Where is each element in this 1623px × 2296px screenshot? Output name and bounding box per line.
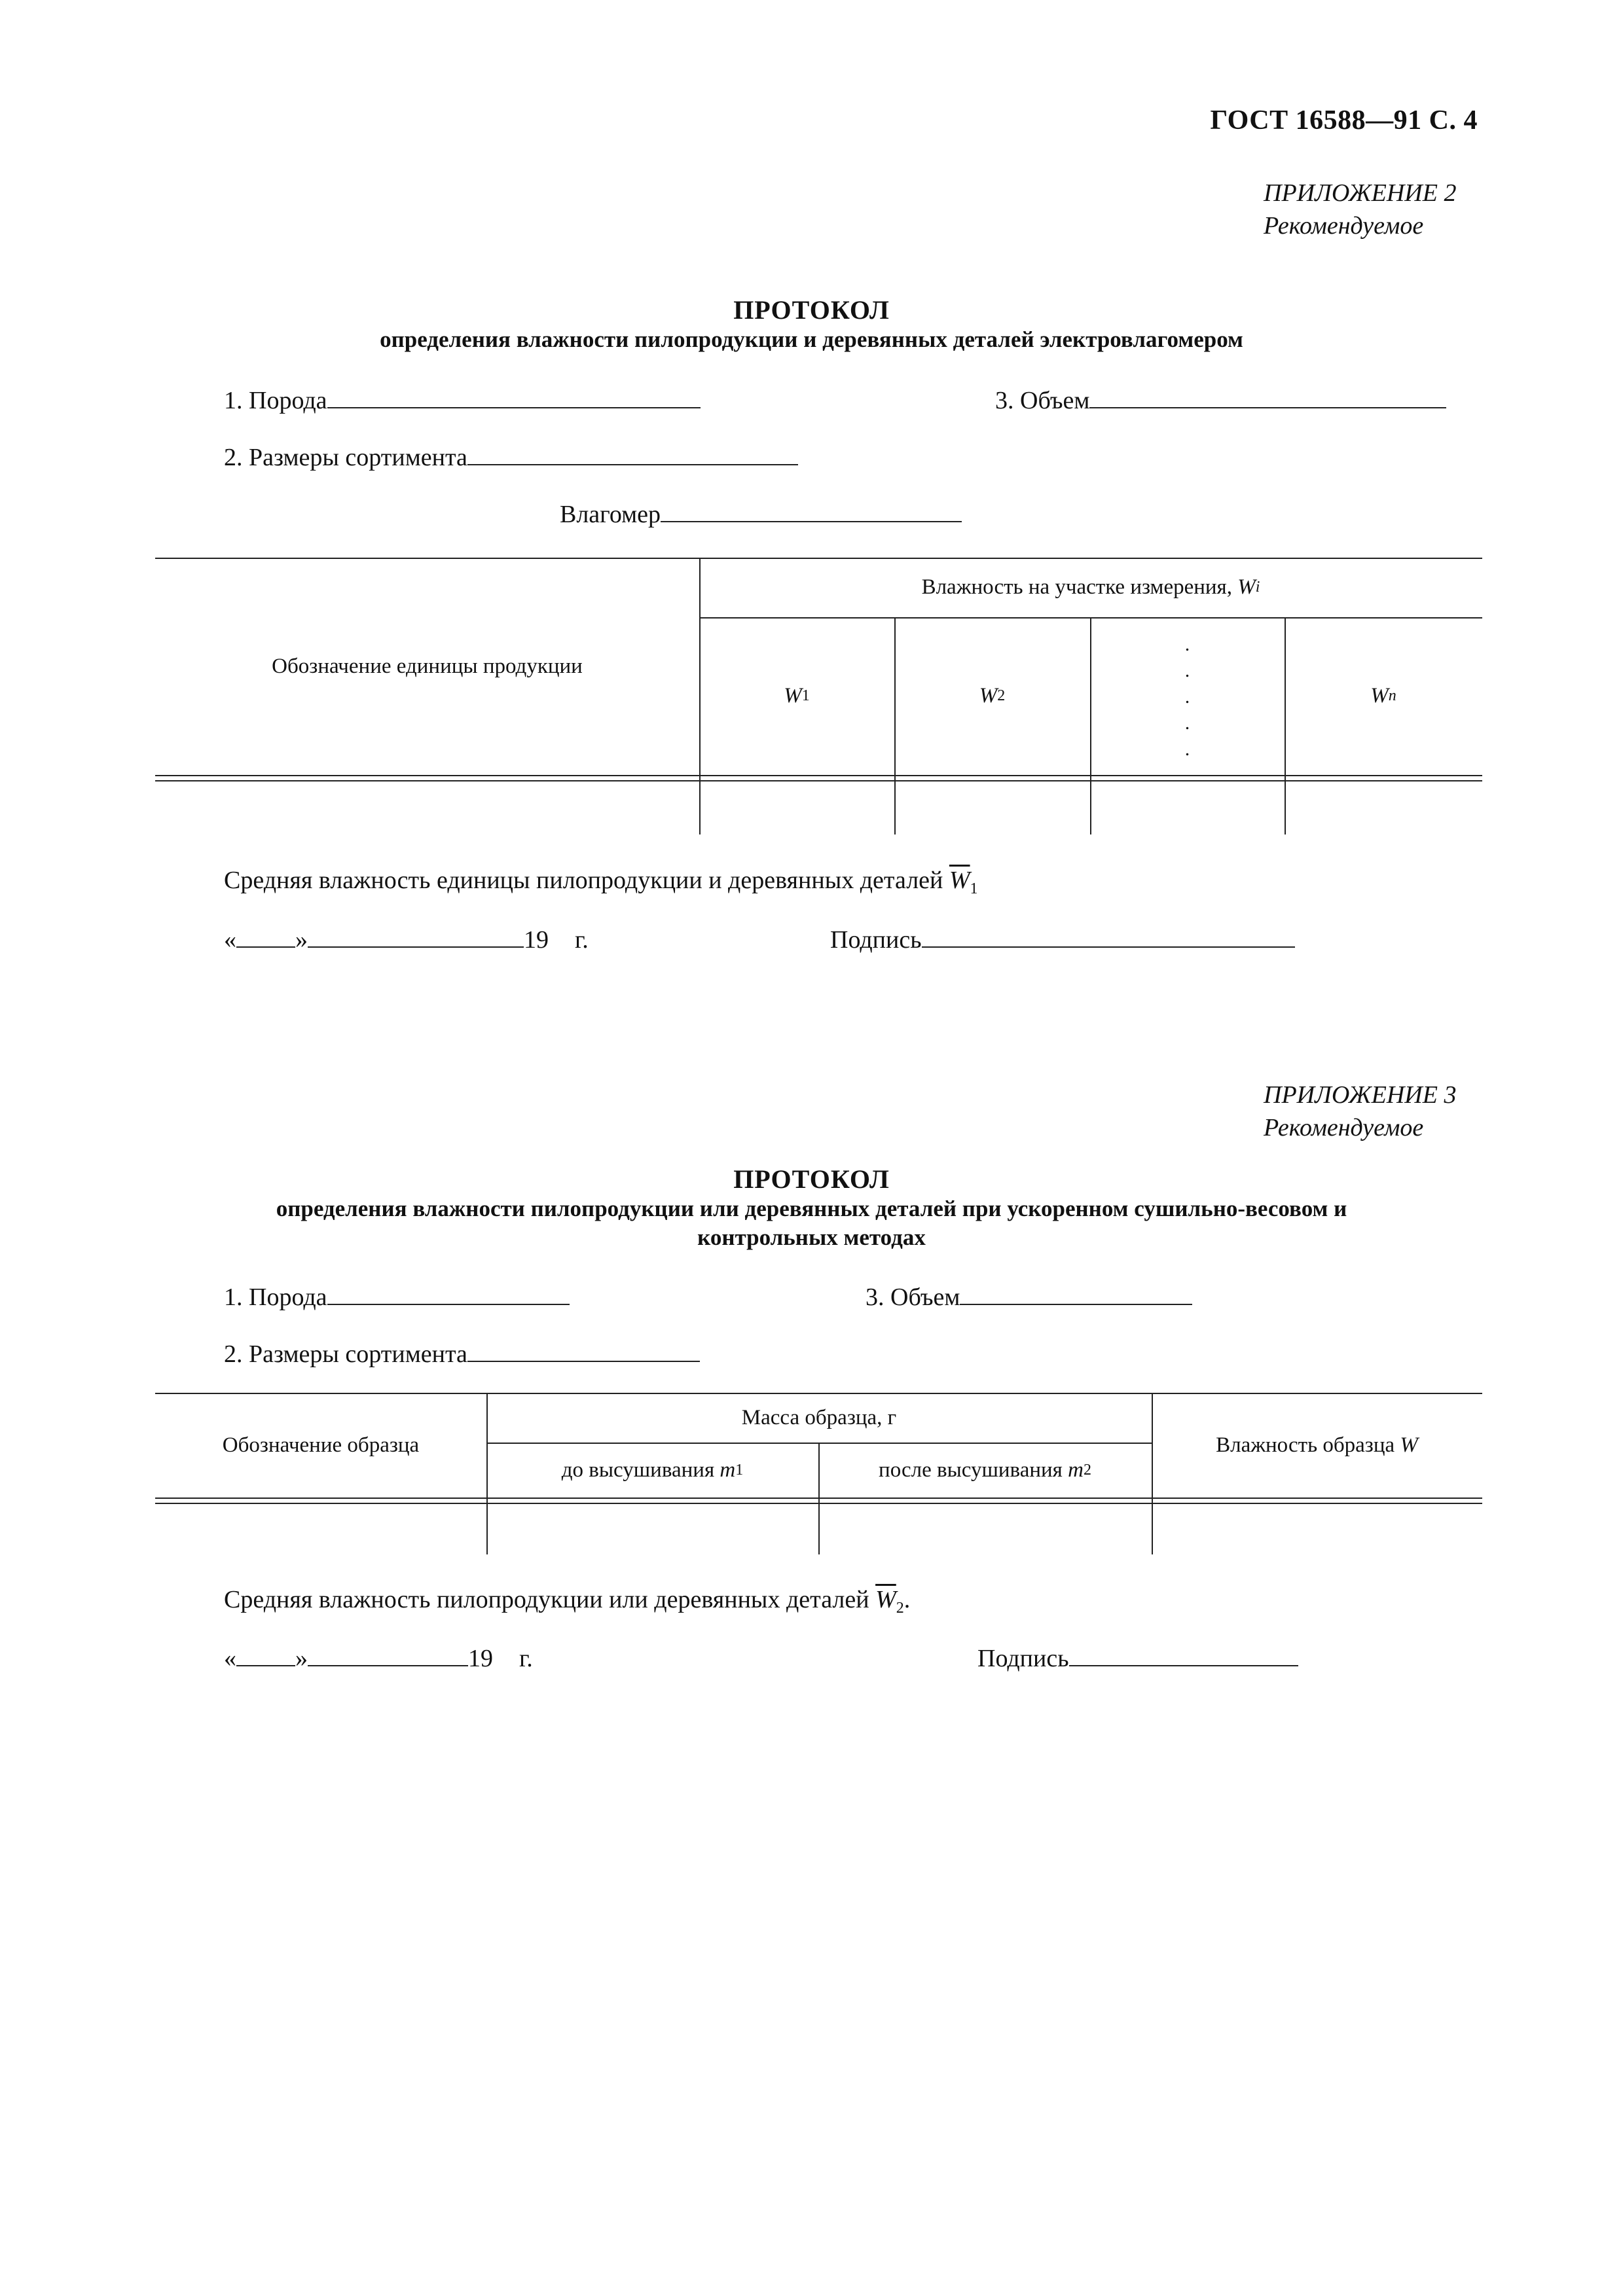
table-2-col-last-header xyxy=(1152,1393,1482,1498)
field-vlagomer-label: Влагомер xyxy=(560,501,661,528)
table-1-col-w1 xyxy=(699,617,894,775)
table-1-col-ellipsis: . . . . . xyxy=(1184,634,1190,760)
date-1-suffix: г. xyxy=(575,926,589,954)
table-1-col-w2-sub: 2 xyxy=(997,687,1006,704)
table-1-col-wn-sub: n xyxy=(1388,687,1396,704)
table-2-col-last-var: W xyxy=(1400,1433,1418,1457)
signature-1 xyxy=(830,924,1295,954)
field-vlagomer xyxy=(560,499,962,529)
date-1 xyxy=(224,924,589,954)
table-2-group-header: Масса образца, г xyxy=(741,1405,897,1429)
appendix-3-label xyxy=(1264,1079,1456,1144)
date-2-close: » xyxy=(295,1645,308,1672)
field-razmery-2 xyxy=(224,1338,700,1369)
table-1-col-wn xyxy=(1285,617,1482,775)
average-2 xyxy=(224,1585,910,1617)
appendix-2-title: ПРИЛОЖЕНИЕ 2 xyxy=(1264,179,1457,207)
field-razmery-2-input[interactable] xyxy=(467,1338,700,1362)
date-1-close: » xyxy=(295,926,308,954)
signature-2-label: Подпись xyxy=(977,1645,1069,1672)
table-1-body-cell-4[interactable] xyxy=(1090,781,1285,834)
table-2-subcol-before-text: до высушивания xyxy=(561,1458,715,1482)
table-1-col-w1-var: W xyxy=(784,684,802,708)
signature-2 xyxy=(977,1643,1298,1673)
field-poroda-1-input[interactable] xyxy=(327,385,701,408)
table-1-group-sub: i xyxy=(1255,579,1260,596)
field-poroda-2 xyxy=(224,1282,570,1312)
date-2-open: « xyxy=(224,1645,236,1672)
field-obem-1 xyxy=(995,385,1446,415)
date-2-month-input[interactable] xyxy=(308,1643,468,1666)
signature-2-input[interactable] xyxy=(1069,1643,1298,1666)
table-2-col1-header: Обозначение образца xyxy=(222,1433,420,1457)
table-2-subcol-before xyxy=(486,1443,818,1498)
date-2 xyxy=(224,1643,533,1673)
table-1-col-w2 xyxy=(894,617,1090,775)
protocol-1-title: ПРОТОКОЛ xyxy=(733,295,890,325)
field-obem-2-input[interactable] xyxy=(960,1282,1192,1305)
document-header: ГОСТ 16588—91 С. 4 xyxy=(1210,105,1478,135)
appendix-3-title: ПРИЛОЖЕНИЕ 3 xyxy=(1264,1081,1457,1109)
table-2-subcol-after-text: после высушивания xyxy=(879,1458,1063,1482)
table-2-body-cell-4[interactable] xyxy=(1152,1504,1482,1554)
protocol-2-subtitle-line1: определения влажности пилопродукции или деревянных деталей при ускоренном сушильно-весовом и xyxy=(276,1196,1347,1221)
date-1-year: 19 xyxy=(524,926,549,954)
table-2-col-last-text: Влажность образца xyxy=(1216,1433,1395,1457)
average-2-end: . xyxy=(903,1586,911,1613)
average-1-var: $\overline{W}$ xyxy=(949,867,970,894)
table-1-body-cell-2[interactable] xyxy=(699,781,894,834)
table-2-body-cell-2[interactable] xyxy=(486,1504,818,1554)
average-1-text: Средняя влажность единицы пилопродукции и деревянных деталей xyxy=(224,867,943,894)
field-obem-2-label: 3. Объем xyxy=(866,1283,960,1311)
date-1-month-input[interactable] xyxy=(308,924,524,948)
appendix-3-status: Рекомендуемое xyxy=(1264,1114,1424,1141)
table-1-col-wn-var: W xyxy=(1370,684,1389,708)
field-poroda-2-label: 1. Порода xyxy=(224,1283,327,1311)
average-1 xyxy=(224,866,978,898)
field-poroda-1-label: 1. Порода xyxy=(224,387,327,414)
table-2-subcol-after-var: m xyxy=(1068,1458,1084,1482)
table-1-group-header xyxy=(699,558,1482,617)
appendix-2-status: Рекомендуемое xyxy=(1264,212,1424,240)
field-obem-2 xyxy=(866,1282,1192,1312)
protocol-1-heading xyxy=(0,295,1623,354)
field-razmery-1-label: 2. Размеры сортимента xyxy=(224,444,467,471)
field-vlagomer-input[interactable] xyxy=(661,499,962,522)
table-2-subcol-after-sub: 2 xyxy=(1083,1461,1091,1479)
field-razmery-1-input[interactable] xyxy=(467,442,798,465)
signature-1-label: Подпись xyxy=(830,926,922,954)
field-obem-1-input[interactable] xyxy=(1089,385,1446,408)
field-razmery-1 xyxy=(224,442,798,472)
protocol-2-subtitle-line2: контрольных методах xyxy=(697,1225,926,1250)
field-poroda-1 xyxy=(224,385,701,415)
table-2-subcol-after xyxy=(818,1443,1152,1498)
table-2-body-cell-3[interactable] xyxy=(818,1504,1152,1554)
field-obem-1-label: 3. Объем xyxy=(995,387,1090,414)
table-1-body-cell-1[interactable] xyxy=(155,781,699,834)
table-1-body-cell-5[interactable] xyxy=(1285,781,1482,834)
date-2-suffix: г. xyxy=(519,1645,533,1672)
date-2-year: 19 xyxy=(468,1645,493,1672)
field-poroda-2-input[interactable] xyxy=(327,1282,570,1305)
table-1-header-divider-a xyxy=(155,775,1482,776)
protocol-2-title: ПРОТОКОЛ xyxy=(733,1164,890,1194)
average-2-text: Средняя влажность пилопродукции или деревянных деталей xyxy=(224,1586,869,1613)
table-1-group-var: W xyxy=(1237,575,1256,599)
table-2-body-cell-1[interactable] xyxy=(155,1504,486,1554)
date-1-day-input[interactable] xyxy=(236,924,295,948)
table-1-col-w1-sub: 1 xyxy=(801,687,810,704)
table-2-subcol-before-sub: 1 xyxy=(735,1461,744,1479)
table-1-group-header-text: Влажность на участке измерения, xyxy=(921,575,1232,599)
date-1-open: « xyxy=(224,926,236,954)
table-2-subcol-before-var: m xyxy=(720,1458,736,1482)
field-razmery-2-label: 2. Размеры сортимента xyxy=(224,1340,467,1368)
table-1-col1-header: Обозначение единицы продукции xyxy=(272,654,583,678)
average-2-sub: 2 xyxy=(896,1600,904,1617)
average-2-var: $\overline{W}$ xyxy=(875,1586,896,1613)
protocol-2-heading xyxy=(0,1164,1623,1252)
date-2-day-input[interactable] xyxy=(236,1643,295,1666)
protocol-1-subtitle: определения влажности пилопродукции и деревянных деталей электровлагомером xyxy=(380,327,1243,352)
appendix-2-label xyxy=(1264,177,1456,242)
signature-1-input[interactable] xyxy=(922,924,1295,948)
table-1-body-cell-3[interactable] xyxy=(894,781,1090,834)
table-1-col-w2-var: W xyxy=(979,684,998,708)
average-1-sub: 1 xyxy=(970,880,978,897)
